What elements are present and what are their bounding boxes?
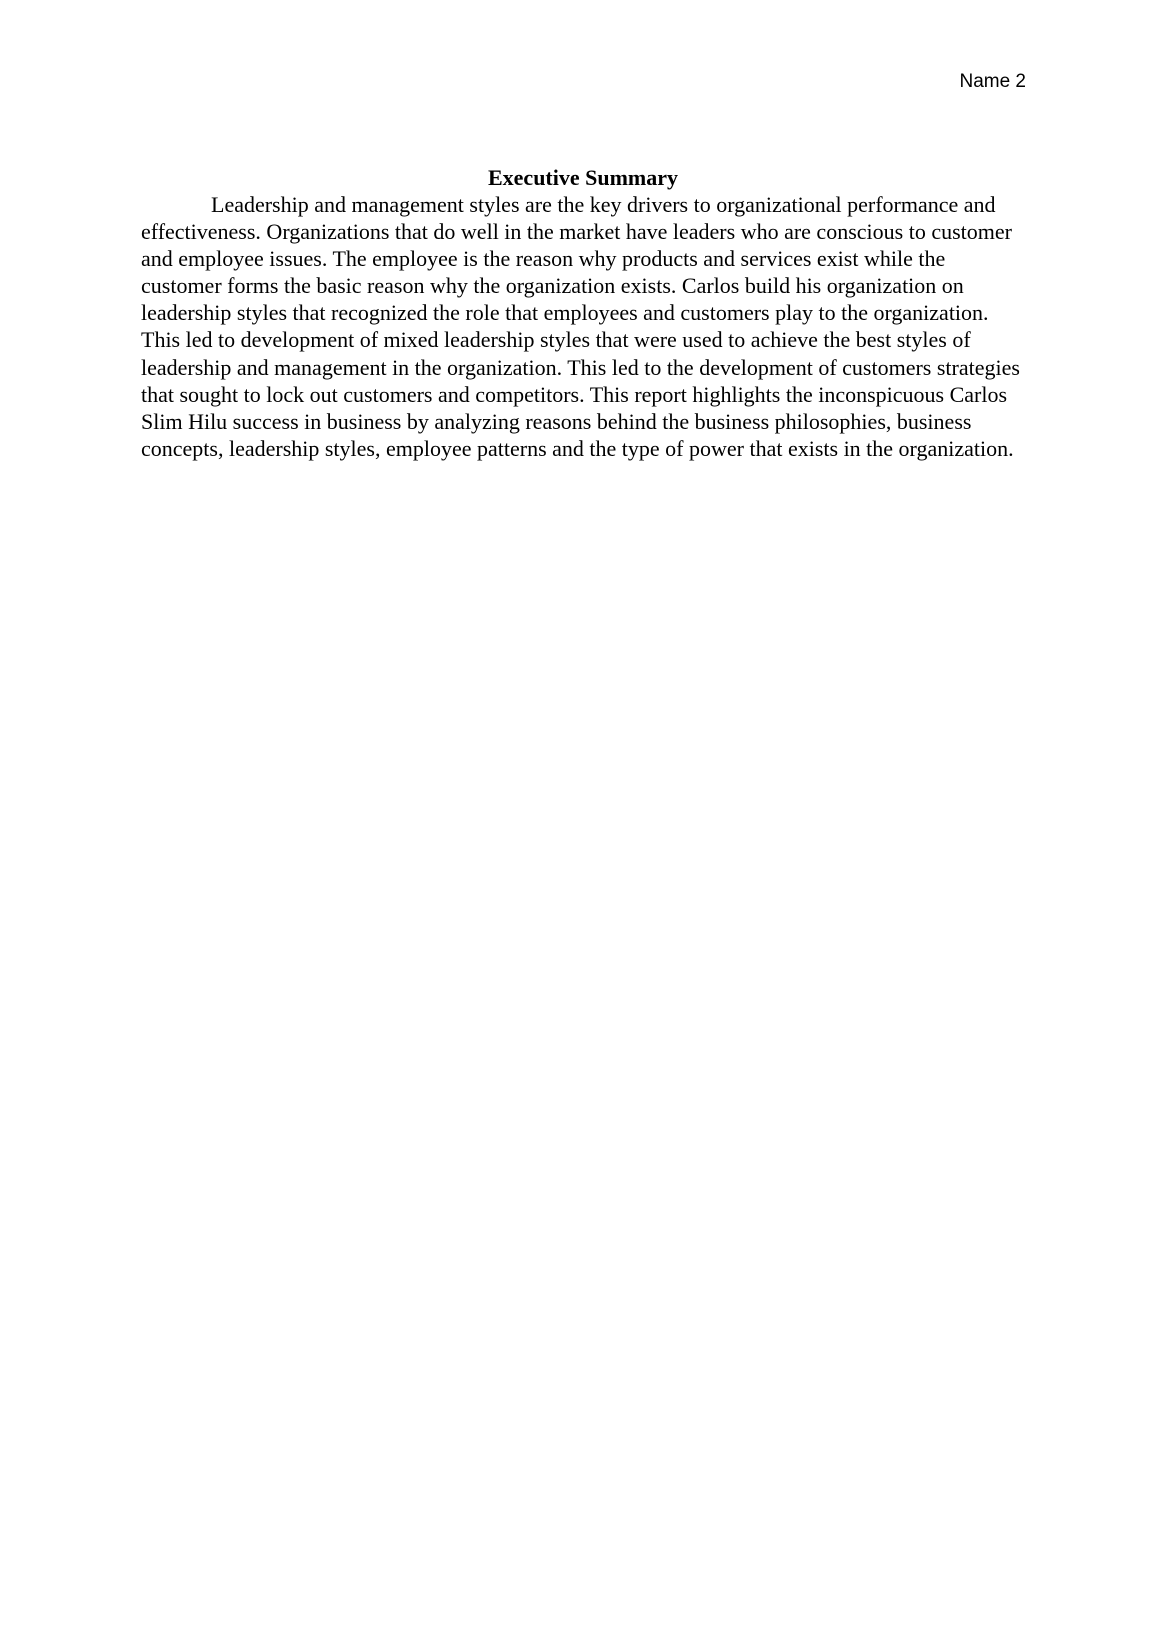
section-title: Executive Summary [487, 165, 679, 190]
body-paragraph: Leadership and management styles are the key drivers to organizational performance and effectiveness. Organizations that do well in the market have leaders who are conscious to customer and employee issues. The employee is the reason why products and services exist while the customer forms the basic reason why the organization exists. Carlos build his organization on leadership styles that recognized the role that employees and customers play to the organization. This led to development of mixed leadership styles that were used to achieve the best styles of leadership and management in the organization. This led to the development of customers strategies that sought to lock out customers and competitors. This report highlights the inconspicuous Carlos Slim Hilu success in business by analyzing reasons behind the business philosophies, business concepts, leadership styles, employee patterns and the type of power that exists in the organization. [141, 192, 1020, 461]
running-header: Name 2 [959, 71, 1026, 92]
document-body [141, 164, 1025, 462]
